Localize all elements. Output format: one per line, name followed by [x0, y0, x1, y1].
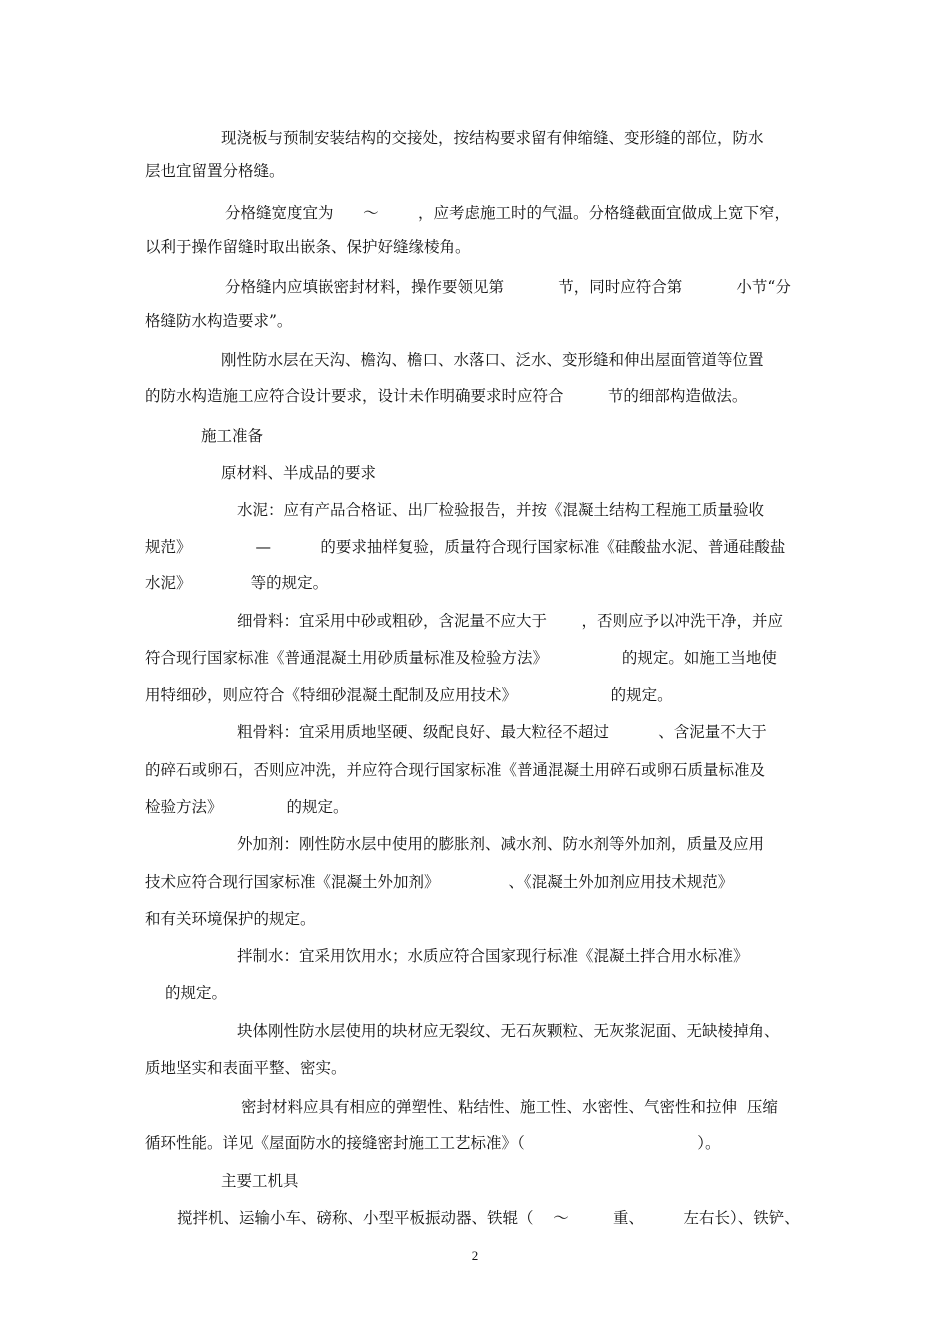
text-line: 用特细砂，则应符合《特细砂混凝土配制及应用技术》 的规定。: [145, 686, 673, 704]
section-heading: 主要工机具: [221, 1172, 299, 1190]
text-line: 的防水构造施工应符合设计要求，设计未作明确要求时应符合 节的细部构造做法。: [145, 387, 748, 405]
text-line: 刚性防水层在天沟、檐沟、檐口、水落口、泛水、变形缝和伸出屋面管道等位置: [221, 351, 764, 369]
text-line: 块体刚性防水层使用的块材应无裂纹、无石灰颗粒、无灰浆泥面、无缺棱掉角、: [237, 1022, 780, 1040]
text-line: 循环性能。详见《屋面防水的接缝密封施工工艺标准》（ ）。: [145, 1134, 721, 1152]
text-line: 的规定。: [165, 984, 228, 1002]
text-line: 格缝防水构造要求”。: [145, 312, 293, 330]
text-line: 层也宜留置分格缝。: [145, 162, 285, 180]
text-line: 质地坚实和表面平整、密实。: [145, 1059, 347, 1077]
text-line: 符合现行国家标准《普通混凝土用砂质量标准及检验方法》 的规定。如施工当地使: [145, 649, 777, 667]
text-line: 以利于操作留缝时取出嵌条、保护好缝缘棱角。: [145, 238, 471, 256]
section-heading: 施工准备: [201, 427, 264, 445]
subsection-heading: 原材料、半成品的要求: [221, 464, 377, 482]
text-line: 现浇板与预制安装结构的交接处，按结构要求留有伸缩缝、变形缝的部位，防水: [221, 129, 764, 147]
text-line: 搅拌机、运输小车、磅称、小型平板振动器、铁辊（ ～ 重、 左右长）、铁铲、: [177, 1209, 800, 1227]
text-line: 分格缝宽度宜为 ～ ，应考虑施工时的气温。分格缝截面宜做成上宽下窄，: [225, 204, 790, 222]
text-line: 水泥》 等的规定。: [145, 574, 329, 592]
text-line: 技术应符合现行国家标准《混凝土外加剂》 、《混凝土外加剂应用技术规范》: [145, 873, 734, 891]
page-number: 2: [471, 1248, 479, 1263]
text-line: 分格缝内应填嵌密封材料，操作要领见第 节，同时应符合第 小节“分: [225, 278, 791, 296]
text-line: 细骨料：宜采用中砂或粗砂，含泥量不应大于 ，否则应予以冲洗干净，并应: [237, 612, 783, 630]
text-line: 外加剂：刚性防水层中使用的膨胀剂、减水剂、防水剂等外加剂，质量及应用: [237, 835, 765, 853]
text-line: 的碎石或卵石，否则应冲洗，并应符合现行国家标准《普通混凝土用碎石或卵石质量标准及: [145, 761, 766, 779]
text-line: 检验方法》 的规定。: [145, 798, 349, 816]
text-line: 水泥：应有产品合格证、出厂检验报告，并按《混凝土结构工程施工质量验收: [237, 501, 765, 519]
text-line: 拌制水：宜采用饮用水；水质应符合国家现行标准《混凝土拌合用水标准》: [237, 947, 749, 965]
text-line: 密封材料应具有相应的弹塑性、粘结性、施工性、水密性、气密性和拉伸 压缩: [241, 1098, 778, 1116]
text-line: 规范》 — 的要求抽样复验，质量符合现行国家标准《硅酸盐水泥、普通硅酸盐: [145, 538, 786, 556]
text-line: 和有关环境保护的规定。: [145, 910, 316, 928]
text-line: 粗骨料：宜采用质地坚硬、级配良好、最大粒径不超过 、含泥量不大于: [237, 723, 767, 741]
